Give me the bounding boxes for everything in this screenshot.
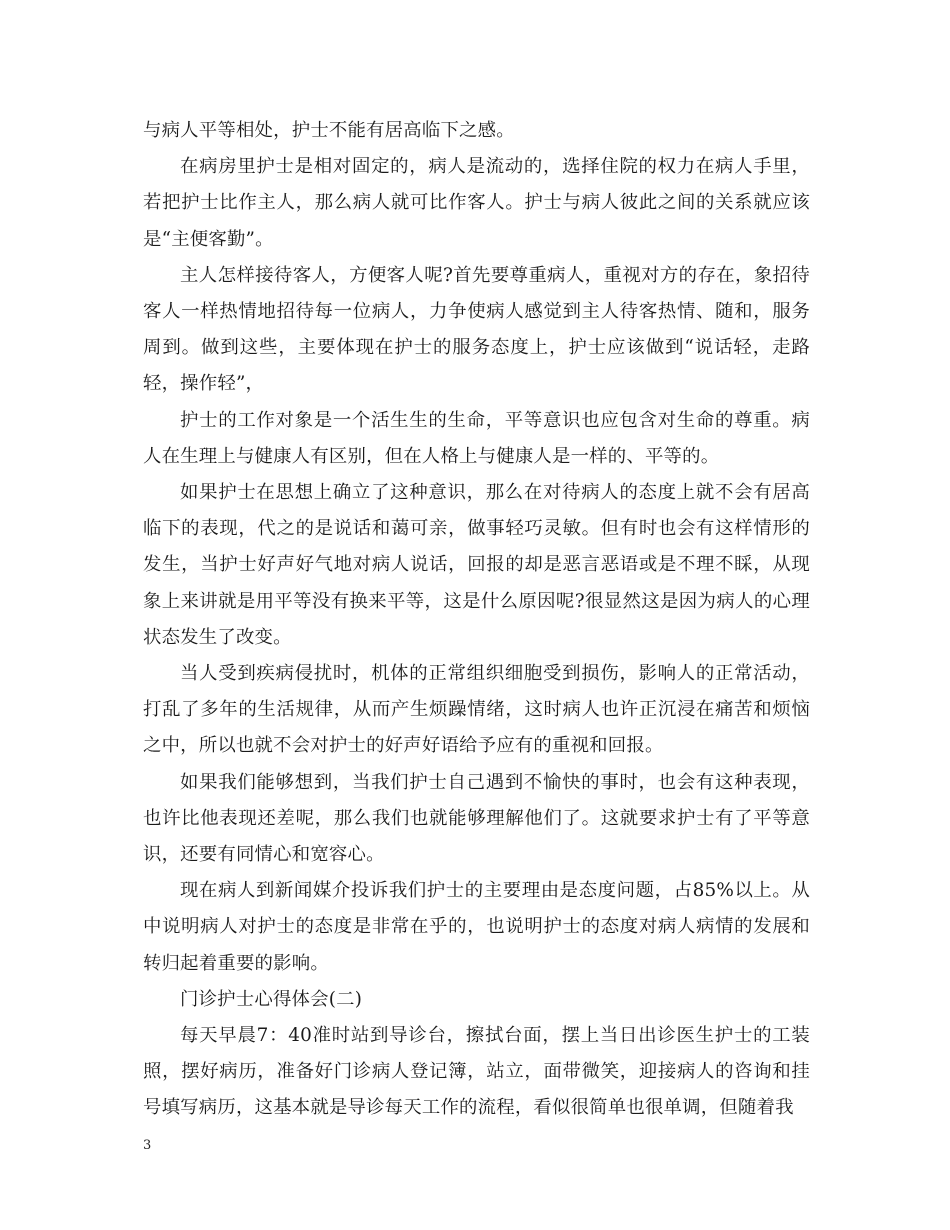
paragraph-5: 如果护士在思想上确立了这种意识，那么在对待病人的态度上就不会有居高临下的表现，代之的是说话和蔼可亲，做事轻巧灵敏。但有时也会有这样情形的发生，当护士好声好气地对病人说话，回报的却是恶言恶语或是不理不睬，从现象上来讲就是用平等没有换来平等，这是什么原因呢?很显然这是因为病人的心理状态发生了改变。 <box>143 482 810 648</box>
paragraph-10: 每天早晨7：40准时站到导诊台，擦拭台面，摆上当日出诊医生护士的工装照，摆好病历，准备好门诊病人登记簿，站立，面带微笑，迎接病人的咨询和挂号填写病历，这基本就是导诊每天工作的流程，看似很简单也很单调，但随着我 <box>143 1025 810 1119</box>
paragraph-8: 现在病人到新闻媒介投诉我们护士的主要理由是态度问题，占85%以上。从中说明病人对护士的态度是非常在乎的，也说明护士的态度对病人病情的发展和转归起着重要的影响。 <box>143 880 810 974</box>
paragraph-7: 如果我们能够想到，当我们护士自己遇到不愉快的事时，也会有这种表现，也许比他表现还差呢，那么我们也就能够理解他们了。这就要求护士有了平等意识，还要有同情心和宽容心。 <box>143 771 810 866</box>
body-text <box>143 113 810 1127</box>
page-number: 3 <box>143 1138 152 1153</box>
paragraph-1: 与病人平等相处，护士不能有居高临下之感。 <box>143 120 515 141</box>
paragraph-3: 主人怎样接待客人，方便客人呢?首先要尊重病人，重视对方的存在，象招待客人一样热情地招待每一位病人，力争使病人感觉到主人待客热情、随和，服务周到。做到这些，主要体现在护士的服务态度上，护士应该做到“说话轻，走路轻，操作轻”， <box>143 264 810 395</box>
paragraph-4: 护士的工作对象是一个活生生的生命，平等意识也应包含对生命的尊重。病人在生理上与健康人有区别，但在人格上与健康人是一样的、平等的。 <box>143 409 810 467</box>
section-heading: 门诊护士心得体会(二) <box>180 988 363 1010</box>
paragraph-2: 在病房里护士是相对固定的，病人是流动的，选择住院的权力在病人手里，若把护士比作主人，那么病人就可比作客人。护士与病人彼此之间的关系就应该是“主便客勤”。 <box>143 156 810 250</box>
paragraph-6: 当人受到疾病侵扰时，机体的正常组织细胞受到损伤，影响人的正常活动，打乱了多年的生活规律，从而产生烦躁情绪，这时病人也许正沉浸在痛苦和烦恼之中，所以也就不会对护士的好声好语给予应有的重视和回报。 <box>143 663 810 757</box>
